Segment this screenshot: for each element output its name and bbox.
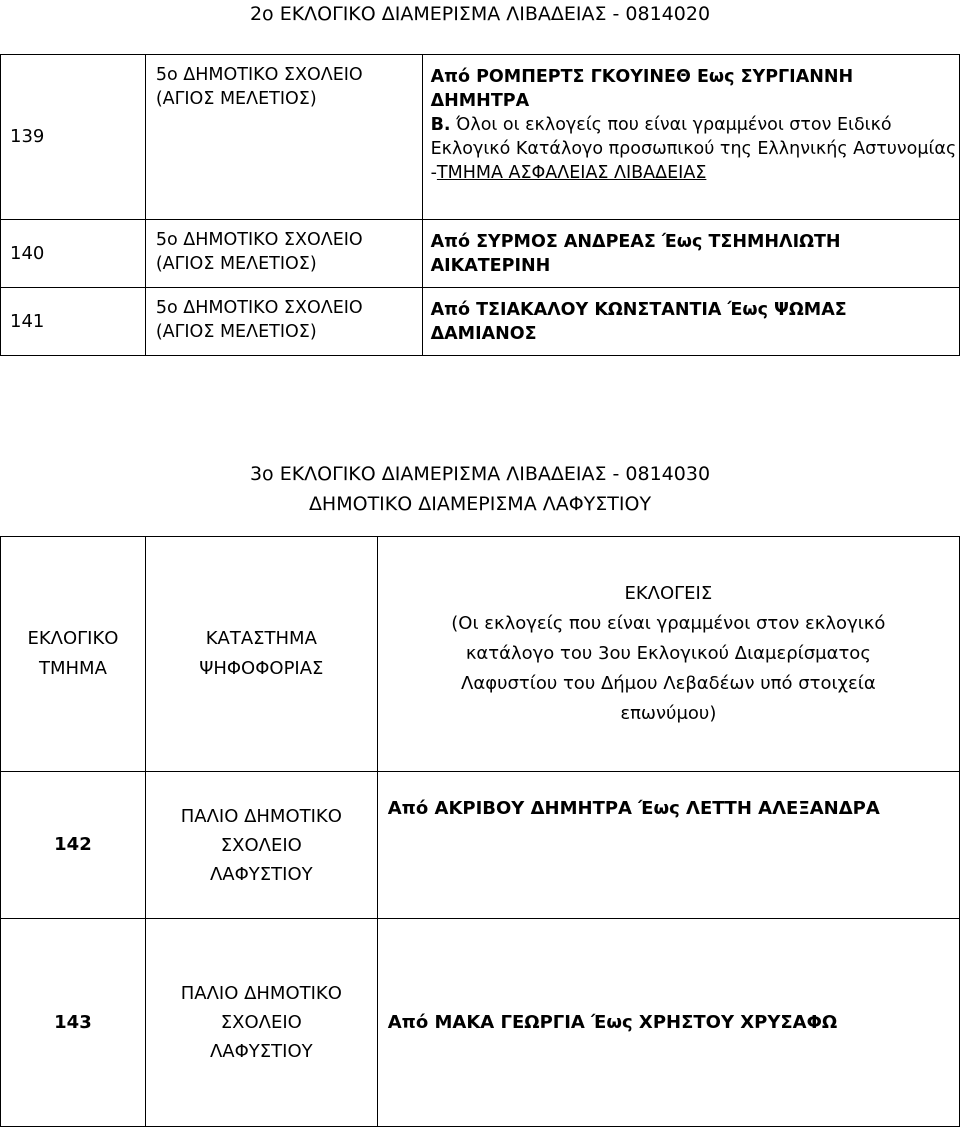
- table-row: [1, 288, 960, 356]
- table-header-row: [1, 537, 960, 772]
- note-prefix: Β.: [430, 115, 451, 135]
- polling-station-line: ΛΑΦΥΣΤΙΟΥ: [209, 863, 313, 885]
- section2-table: [0, 536, 960, 1127]
- polling-station-line: ΣΧΟΛΕΙΟ: [220, 1012, 302, 1033]
- voter-range: [422, 220, 959, 288]
- section1-title: 2ο ΕΚΛΟΓΙΚΟ ΔΙΑΜΕΡΙΣΜΑ ΛΙΒΑΔΕΙΑΣ - 0814020: [249, 3, 711, 25]
- special-list-note: [431, 113, 959, 185]
- header-line: ΕΚΛΟΓΕΙΣ: [624, 583, 713, 604]
- table-row: [1, 919, 960, 1127]
- voter-range-line: Από ΤΣΙΑΚΑΛΟΥ ΚΩΝΣΤΑΝΤΙΑ Έως ΨΩΜΑΣ: [430, 300, 847, 320]
- voter-range: Από ΑΚΡΙΒΟΥ ΔΗΜΗΤΡΑ Έως ΛΕΤΤΗ ΑΛΕΞΑΝΔΡΑ: [377, 772, 959, 919]
- voter-range: [422, 288, 959, 356]
- polling-station: [145, 55, 422, 220]
- precinct-number: 141: [1, 288, 146, 356]
- polling-station-line: ΠΑΛΙΟ ΔΗΜΟΤΙΚΟ: [180, 805, 342, 827]
- section1-table: [0, 54, 960, 356]
- voter-range: [422, 55, 959, 220]
- polling-station-line: 5ο ΔΗΜΟΤΙΚΟ ΣΧΟΛΕΙΟ: [155, 298, 363, 318]
- header-station: [145, 537, 377, 772]
- table-row: [1, 55, 960, 220]
- voter-range-line: Από ΣΥΡΜΟΣ ΑΝΔΡΕΑΣ Έως ΤΣΗΜΗΛΙΩΤΗ: [430, 232, 841, 252]
- polling-station-line: 5ο ΔΗΜΟΤΙΚΟ ΣΧΟΛΕΙΟ: [155, 230, 363, 250]
- voter-range-line: ΑΙΚΑΤΕΡΙΝΗ: [430, 256, 551, 276]
- polling-station: [145, 772, 377, 919]
- table-row: [1, 220, 960, 288]
- polling-station-line: ΛΑΦΥΣΤΙΟΥ: [209, 1041, 313, 1062]
- voter-range: Από ΜΑΚΑ ΓΕΩΡΓΙΑ Έως ΧΡΗΣΤΟΥ ΧΡΥΣΑΦΩ: [377, 919, 959, 1127]
- polling-station: [145, 919, 377, 1127]
- header-line: επωνύμου): [620, 703, 717, 724]
- polling-station-line: 5ο ΔΗΜΟΤΙΚΟ ΣΧΟΛΕΙΟ: [155, 65, 363, 85]
- polling-station: [145, 288, 422, 356]
- note-department: ΤΜΗΜΑ ΑΣΦΑΛΕΙΑΣ ΛΙΒΑΔΕΙΑΣ: [436, 163, 707, 183]
- header-line: ΚΑΤΑΣΤΗΜΑ: [205, 628, 317, 649]
- header-line: Λαφυστίου του Δήμου Λεβαδέων υπό στοιχεία: [461, 673, 876, 694]
- precinct-number: 140: [1, 220, 146, 288]
- voter-range-line: ΔΑΜΙΑΝΟΣ: [430, 324, 537, 344]
- section2-title: [0, 459, 960, 519]
- polling-station-line: ΣΧΟΛΕΙΟ: [220, 834, 302, 856]
- polling-station: [145, 220, 422, 288]
- polling-station-line: ΠΑΛΙΟ ΔΗΜΟΤΙΚΟ: [180, 983, 342, 1004]
- header-precinct: [1, 537, 146, 772]
- voter-range-line: ΔΗΜΗΤΡΑ: [430, 91, 530, 111]
- header-voters: [377, 537, 959, 772]
- precinct-number: 139: [1, 55, 146, 220]
- section2-subtitle: ΔΗΜΟΤΙΚΟ ΔΙΑΜΕΡΙΣΜΑ ΛΑΦΥΣΤΙΟΥ: [308, 493, 652, 515]
- header-line: (Οι εκλογείς που είναι γραμμένοι στον εκλογικό: [451, 613, 886, 634]
- polling-station-line: (ΑΓΙΟΣ ΜΕΛΕΤΙΟΣ): [155, 89, 317, 109]
- header-line: ΕΚΛΟΓΙΚΟ: [27, 628, 119, 649]
- polling-station-line: (ΑΓΙΟΣ ΜΕΛΕΤΙΟΣ): [155, 254, 317, 274]
- section2-title-line: 3ο ΕΚΛΟΓΙΚΟ ΔΙΑΜΕΡΙΣΜΑ ΛΙΒΑΔΕΙΑΣ - 0814030: [249, 463, 711, 485]
- voter-range-line: Από ΡΟΜΠΕΡΤΣ ΓΚΟΥΙΝΕΘ Εως ΣΥΡΓΙΑΝΝΗ: [430, 67, 854, 87]
- header-line: ΨΗΦΟΦΟΡΙΑΣ: [199, 658, 324, 679]
- polling-station-line: (ΑΓΙΟΣ ΜΕΛΕΤΙΟΣ): [155, 322, 317, 342]
- precinct-number: 143: [1, 919, 146, 1127]
- table-row: [1, 772, 960, 919]
- note-text: Όλοι οι εκλογείς που είναι γραμμένοι στον Ειδικό Εκλογικό Κατάλογο προσωπικού της Ελληνικής Αστυνομίας -: [430, 115, 957, 183]
- header-line: κατάλογο του 3ου Εκλογικού Διαμερίσματος: [465, 643, 871, 664]
- precinct-number: 142: [1, 772, 146, 919]
- header-line: ΤΜΗΜΑ: [39, 658, 107, 679]
